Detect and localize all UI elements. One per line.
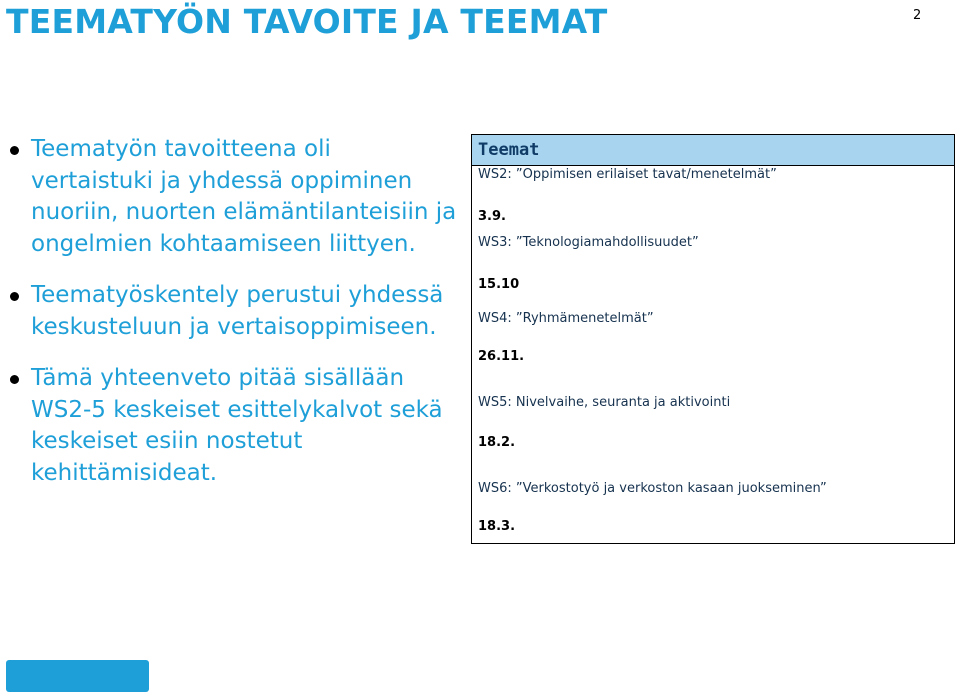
theme-row-ws2: WS2: ”Oppimisen erilaiset tavat/menetelmät” [478,167,777,182]
bullet-dot-icon [10,375,19,384]
themes-table [471,134,955,544]
theme-date-ws6: 18.3. [478,519,516,534]
theme-row-ws3: WS3: ”Teknologiamahdollisuudet” [478,235,699,250]
theme-date-ws4: 26.11. [478,349,525,364]
bullet-item [10,280,460,343]
bullet-text: Teematyön tavoitteena oli vertaistuki ja yhdessä oppiminen nuoriin, nuorten elämäntilanteisiin ja ongelmien kohtaamiseen liittyen. [31,136,457,257]
bullet-item [10,363,460,489]
page-number: 2 [913,8,922,23]
ramboll-logo [6,660,149,692]
bullet-dot-icon [10,146,19,155]
theme-row-ws6: WS6: ”Verkostotyö ja verkoston kasaan juokseminen” [478,481,827,496]
theme-row-ws5: WS5: Nivelvaihe, seuranta ja aktivointi [478,395,731,410]
bullet-text: Tämä yhteenveto pitää sisällään WS2-5 keskeiset esittelykalvot sekä keskeiset esiin nostetut kehittämisideat. [31,365,443,486]
bullet-dot-icon [10,292,19,301]
slide-title: TEEMATYÖN TAVOITE JA TEEMAT [6,2,608,41]
theme-date-ws5: 18.2. [478,435,516,450]
themes-table-header: Teemat [472,135,954,166]
theme-date-ws3: 15.10 [478,277,520,292]
bullet-item [10,134,460,260]
bullet-list [10,134,460,509]
theme-row-ws4: WS4: ”Ryhmämenetelmät” [478,311,654,326]
theme-date-ws2: 3.9. [478,209,506,224]
bullet-text: Teematyöskentely perustui yhdessä keskusteluun ja vertaisoppimiseen. [31,282,444,340]
